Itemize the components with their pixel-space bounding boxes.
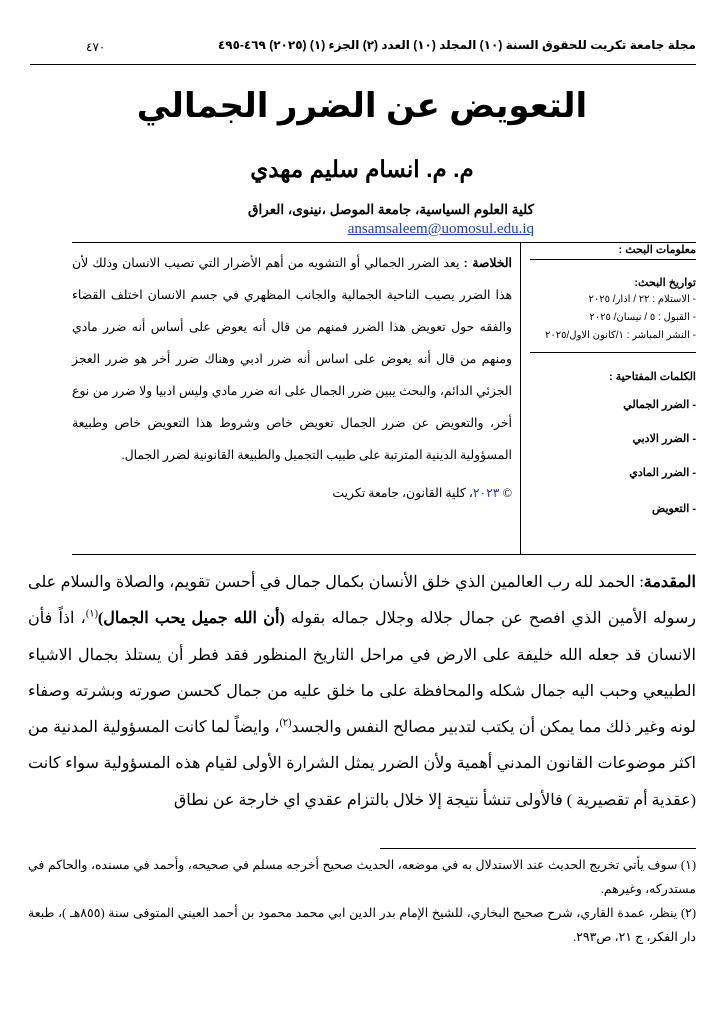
abstract-text: يعد الضرر الجمالي أو التشويه من أهم الأضرار التي تصيب الانسان وذلك لأن هذا الضرر يصيب الناحية الجمالية والجانب المظهري في جسم الانسان اختلف القضاء والفقه حول تعويض هذا الضرر فمنهم من قال أنه يعوض على أساس أنه ضرر مادي ومنهم من قال أنه يعوض على اساس أنه ضرر ادبي وهناك ضرر أخر هو ضرر العجز الجزئي الدائم، والبحث يبين ضرر الجمال على انه ضرر مادي وليس ادبيا ولا ضرر من نوع أخر، والتعويض عن ضرر الجمال تعويض خاص وشروط هذا التعويض خاص وطبيعة المسؤولية الدينية المترتبة على طبيب التجميل والطبيعة القانونية لضرر الجمال. [72,256,512,462]
date-received: - الاستلام : ٢٢ / اذار/ ٢٠٢٥ [588,294,696,305]
copyright-holder: ، كلية القانون، جامعة تكريت [332,486,473,500]
keyword-item: - التعويض [652,503,696,515]
page-number: ٤٧٠ [86,40,106,54]
research-dates-title: تواريخ البحث: [634,277,696,289]
footnote-separator [380,848,696,849]
introduction-label: المقدمة [643,574,696,591]
abstract-top-rule [72,242,696,243]
footnote-ref-1[interactable]: (١) [85,608,98,620]
copyright-notice [332,485,512,501]
running-header [30,38,696,62]
keyword-item: - الضرر الجمالي [623,399,696,411]
abstract [72,247,512,471]
author-affiliation: كلية العلوم السياسية، جامعة الموصل ،نينوى، العراق [248,202,534,217]
introduction-text: : الحمد لله رب العالمين الذي خلق الأنسان بكمال جمال في أحسن تقويم، والصلاة والسلام على رسوله الأمين الذي افصح عن جمال جلاله وجلال جماله بقوله [28,574,696,628]
keywords-title: الكلمات المفتاحية : [609,371,696,383]
footnote-ref-2[interactable]: (٢) [279,717,292,729]
date-accepted: - القبول : ٥ / نيسان/ ٢٠٢٥ [589,312,696,323]
copyright-icon: © [502,486,512,500]
keyword-item: - الضرر الادبي [632,433,696,445]
research-info-rule [530,259,696,260]
abstract-bottom-rule [72,554,696,555]
paper-title: التعويض عن الضرر الجمالي [136,87,588,125]
introduction-text: ، اذاً فأن الانسان قد جعله الله خليفة على الارض في مراحل التاريخ المنظور فقد فطر أن يستلذ بجمال الاشياء الطبيعي وحبب اليه جمال شكله والمحافظة على ما خلق عليه من جمال كحسن صورته وبشرته وصفاء لونه وغير ذلك مما يمكن أن يكتب لتدبير مصالح النفس والجسد [28,610,697,737]
abstract-column-divider [520,242,521,554]
footnote-1: (١) سوف يأتي تخريج الحديث عند الاستدلال به في موضعه، الحديث صحيح أخرجه مسلم في صحيحه، وأحمد في مسنده، والحاكم في مستدركه، وغيرهم. [28,858,696,896]
introduction-text: ، وايضاً لما كانت المسؤولية المدنية من اكثر موضوعات القانون المدني أهمية ولأن الضرر يمثل الشرارة الأولى لقيام هذه المسؤولية سواء كانت (عقدية أم تقصيرية ) فالأولى تنشأ نتيجة إلا خلال بالتزام عقدي اي خارجة عن نطاق [28,719,697,809]
copyright-year: ٢٠٢٣ [472,486,500,500]
date-published: - النشر المباشر : ١/كانون الاول/٢٠٢٥ [545,330,696,341]
research-info-title: معلومات البحث : [618,244,696,256]
abstract-label: الخلاصة : [463,256,513,270]
author-email-link[interactable]: ansamsaleem@uomosul.edu.iq [347,221,534,237]
journal-info: مجلة جامعة تكريت للحقوق السنة (١٠) المجلد (١٠) العدد (٢) الجزء (١) (٢٠٢٥) ٤٦٩-٤٩٥ [217,38,696,52]
keyword-item: - الضرر المادي [629,467,696,479]
introduction [28,565,696,819]
footnote-2: (٢) ينظر، عمدة القاري، شرح صحيح البخاري، للشيخ الإمام بدر الدين ابي محمد محمود بن أحمد العيني المتوفى سنة (٨٥٥هـ )، طبعة دار الفكر، ج ٢١، ص٢٩٣. [28,906,697,944]
author-name: م. م. انسام سليم مهدي [250,156,474,182]
dates-rule [530,352,696,353]
hadith-quote: (أن الله جميل يحب الجمال) [97,610,285,628]
header-rule [30,64,696,65]
